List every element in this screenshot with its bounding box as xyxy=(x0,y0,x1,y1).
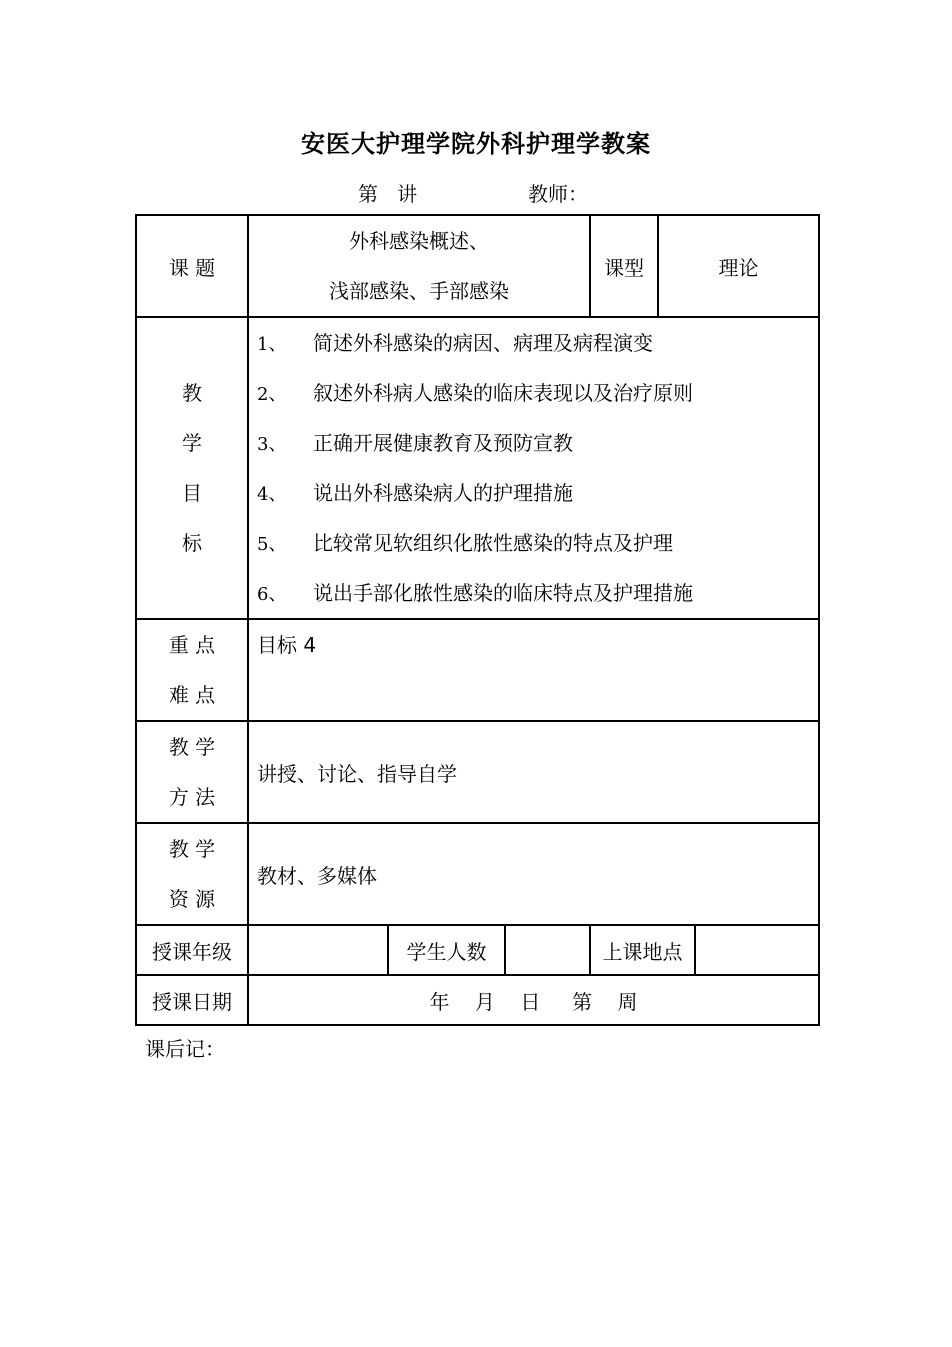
class-info-row xyxy=(136,925,819,975)
date-row xyxy=(136,975,819,1025)
objective-text: 比较常见软组织化脓性感染的特点及护理 xyxy=(313,531,673,555)
key-points-label xyxy=(136,619,248,721)
teaching-resources-label xyxy=(136,823,248,925)
objectives-label-char: 目 xyxy=(182,481,202,505)
teaching-resources-label-line: 资 源 xyxy=(168,887,216,911)
grade-value[interactable] xyxy=(248,925,388,975)
teaching-resources-value: 教材、多媒体 xyxy=(248,823,819,925)
lecture-number-label: 第 讲 xyxy=(358,182,418,206)
type-value: 理论 xyxy=(658,215,819,317)
objectives-label-char: 标 xyxy=(182,531,202,555)
objective-item xyxy=(257,368,818,418)
objective-text: 正确开展健康教育及预防宣教 xyxy=(313,431,573,455)
topic-label: 课 题 xyxy=(136,215,248,317)
objective-item xyxy=(257,468,818,518)
topic-line-1: 外科感染概述、 xyxy=(349,229,490,253)
lesson-plan-table xyxy=(135,214,820,1026)
objective-text: 说出外科感染病人的护理措施 xyxy=(313,481,573,505)
teaching-method-value: 讲授、讨论、指导自学 xyxy=(248,721,819,823)
objectives-list-cell xyxy=(248,317,819,619)
location-value[interactable] xyxy=(695,925,819,975)
after-class-notes-label: 课后记： xyxy=(145,1037,225,1061)
location-label: 上课地点 xyxy=(590,925,695,975)
key-points-row xyxy=(136,619,819,721)
objectives-row xyxy=(136,317,819,619)
objectives-label-char: 教 xyxy=(182,381,202,405)
topic-value xyxy=(248,215,590,317)
objective-number: 6、 xyxy=(257,584,287,605)
date-value: 年 月 日 第 周 xyxy=(248,975,819,1025)
students-label: 学生人数 xyxy=(388,925,505,975)
type-label: 课型 xyxy=(590,215,658,317)
difficulty-label-line: 难 点 xyxy=(168,683,216,707)
objective-item xyxy=(257,518,818,568)
teaching-method-label xyxy=(136,721,248,823)
objective-number: 4、 xyxy=(257,484,287,505)
topic-line-2: 浅部感染、手部感染 xyxy=(329,279,510,303)
teaching-resources-row xyxy=(136,823,819,925)
teaching-method-row xyxy=(136,721,819,823)
objective-item xyxy=(257,318,818,368)
teaching-resources-label-line: 教 学 xyxy=(168,837,216,861)
key-points-label-line: 重 点 xyxy=(168,633,216,657)
teaching-method-label-line: 教 学 xyxy=(168,735,216,759)
objective-item xyxy=(257,418,818,468)
objective-number: 5、 xyxy=(257,534,287,555)
key-points-value: 目标 4 xyxy=(248,619,819,721)
grade-label: 授课年级 xyxy=(136,925,248,975)
objectives-list xyxy=(249,318,818,618)
objective-number: 3、 xyxy=(257,434,287,455)
date-label: 授课日期 xyxy=(136,975,248,1025)
objectives-label-char: 学 xyxy=(182,431,202,455)
objective-number: 1、 xyxy=(257,334,287,355)
objective-text: 说出手部化脓性感染的临床特点及护理措施 xyxy=(313,581,693,605)
objectives-label xyxy=(136,317,248,619)
objective-text: 简述外科感染的病因、病理及病程演变 xyxy=(313,331,653,355)
document-title: 安医大护理学院外科护理学教案 xyxy=(301,130,651,158)
objective-item xyxy=(257,568,818,618)
objective-text: 叙述外科病人感染的临床表现以及治疗原则 xyxy=(313,381,693,405)
objective-number: 2、 xyxy=(257,384,287,405)
teacher-label: 教师： xyxy=(528,182,588,206)
topic-row xyxy=(136,215,819,317)
teaching-method-label-line: 方 法 xyxy=(168,785,216,809)
students-value[interactable] xyxy=(505,925,590,975)
